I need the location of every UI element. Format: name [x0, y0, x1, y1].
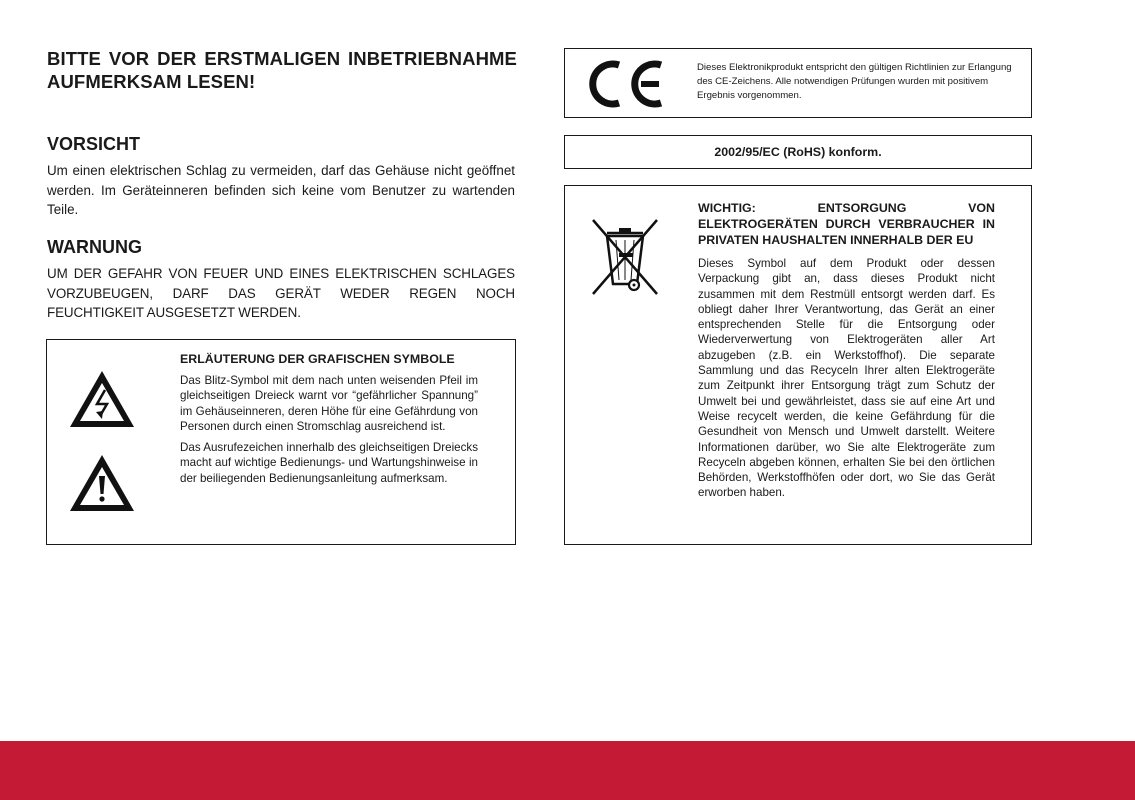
crossed-bin-icon — [585, 216, 665, 298]
caution-title: VORSICHT — [47, 134, 141, 154]
warning-title: WARNUNG — [47, 237, 142, 257]
page-heading: BITTE VOR DER ERSTMALIGEN INBETRIEBNAHME AUFMERKSAM LESEN! — [47, 48, 517, 92]
rohs-text: 2002/95/EC (RoHS) konform. — [714, 145, 882, 159]
ce-box — [564, 48, 1032, 118]
caution-text: Um einen elektrischen Schlag zu vermeiden, darf das Gehäuse nicht geöffnet werden. Im Geräteinneren befinden sich keine vom Benutzer zu wartenden Teile. — [47, 163, 515, 217]
symbols-box-title: ERLÄUTERUNG DER GRAFISCHEN SYMBOLE — [180, 352, 455, 366]
lightning-explanation: Das Blitz-Symbol mit dem nach unten weisenden Pfeil im gleichseitigen Dreieck warnt vor “gefährlicher Spannung” im Gehäuseinneren, deren Höhe für eine Gefährdung von Personen durch einen Stromschlag ausreichend ist. — [180, 374, 478, 433]
weee-title: WICHTIG: ENTSORGUNG VON ELEKTROGERÄTEN DURCH VERBRAUCHER IN PRIVATEN HAUSHALTEN INNERHALB DER EU — [698, 201, 995, 247]
warning-text: UM DER GEFAHR VON FEUER UND EINES ELEKTRISCHEN SCHLAGES VORZUBEUGEN, DARF DAS GERÄT WEDER REGEN NOCH FEUCHTIGKEIT AUSGESETZT WERDEN. — [47, 266, 515, 320]
lightning-warning-icon — [67, 368, 137, 430]
ce-text: Dieses Elektronikprodukt entspricht den gültigen Richtlinien zur Erlangung des CE-Zeichens. Alle notwendigen Prüfungen wurden mit positivem Ergebnis vorgenommen. — [697, 62, 1012, 101]
footer-bar — [0, 741, 1135, 800]
exclamation-warning-icon — [67, 452, 137, 514]
symbols-box — [46, 339, 516, 545]
rohs-box — [564, 135, 1032, 169]
exclamation-explanation: Das Ausrufezeichen innerhalb des gleichseitigen Dreiecks macht auf wichtige Bedienungs- und Wartungshinweise in der beiliegenden Bedienungsanleitung aufmerksam. — [180, 441, 478, 485]
weee-text: Dieses Symbol auf dem Produkt oder dessen Verpackung gibt an, dass dieses Produkt nicht zusammen mit dem Restmüll entsorgt werden darf. Es obliegt daher Ihrer Verantwortung, das Gerät an einer entsprechenden Stelle für die Entsorgung oder Wiederverwertung von Elektrogeräten aller Art abzugeben (z.B. ein Werkstoffhof). Die separate Sammlung und das Recyceln Ihrer alten Elektrogeräte zum Zeitpunkt ihrer Entsorgung trägt zum Schutz der Umwelt bei und gewährleistet, dass sie auf eine Art und Weise recycelt werden, die keine Gefährdung für die Gesundheit von Mensch und Umwelt darstellt. Weitere Informationen darüber, wo Sie alte Elektrogeräte zum Recyceln abgeben können, erhalten Sie bei den örtlichen Behörden, Werkstoffhöfen oder dort, wo Sie das Gerät erworben haben. — [698, 257, 995, 500]
ce-mark-icon — [589, 58, 669, 110]
weee-box — [564, 185, 1032, 545]
